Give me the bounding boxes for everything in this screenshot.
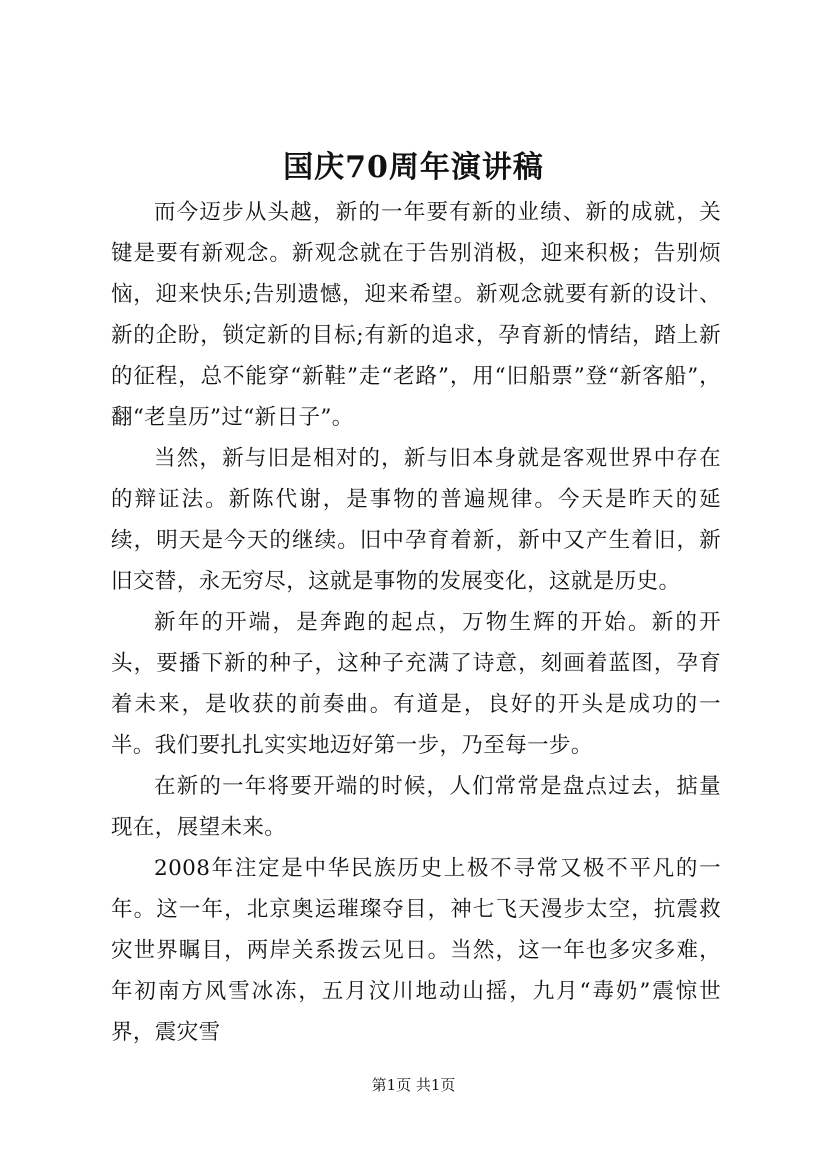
paragraph-5: 2008年注定是中华民族历史上极不寻常又极不平凡的一年。这一年，北京奥运璀璨夺目，神七飞天漫步太空，抗震救灾世界瞩目，两岸关系拨云见日。当然，这一年也多灾多难，年初南方风雪冰冻，五月汶川地动山摇，九月“毒奶”震惊世界，震灾雪 [111, 856, 721, 1045]
paragraph-3: 新年的开端，是奔跑的起点，万物生辉的开始。新的开头，要播下新的种子，这种子充满了诗意，刻画着蓝图，孕育着未来，是收获的前奏曲。有道是，良好的开头是成功的一半。我们要扎扎实实地迈好第一步，乃至每一步。 [111, 610, 721, 758]
paragraph-1: 而今迈步从头越，新的一年要有新的业绩、新的成就，关键是要有新观念。新观念就在于告别消极，迎来积极；告别烦恼，迎来快乐;告别遗憾，迎来希望。新观念就要有新的设计、新的企盼，锁定新的目标;有新的追求，孕育新的情结，踏上新的征程，总不能穿“新鞋”走“老路”，用“旧船票”登“新客船”，翻“老皇历”过“新日子”。 [111, 200, 721, 430]
document-title: 国庆70周年演讲稿 [283, 150, 544, 185]
paragraph-2: 当然，新与旧是相对的，新与旧本身就是客观世界中存在的辩证法。新陈代谢，是事物的普遍规律。今天是昨天的延续，明天是今天的继续。旧中孕育着新，新中又产生着旧，新旧交替，永无穷尽，这就是事物的发展变化，这就是历史。 [111, 446, 721, 594]
page-number-footer: 第1页 共1页 [371, 1076, 456, 1094]
paragraph-4: 在新的一年将要开端的时候，人们常常是盘点过去，掂量现在，展望未来。 [111, 774, 721, 840]
document-body [111, 192, 721, 1053]
